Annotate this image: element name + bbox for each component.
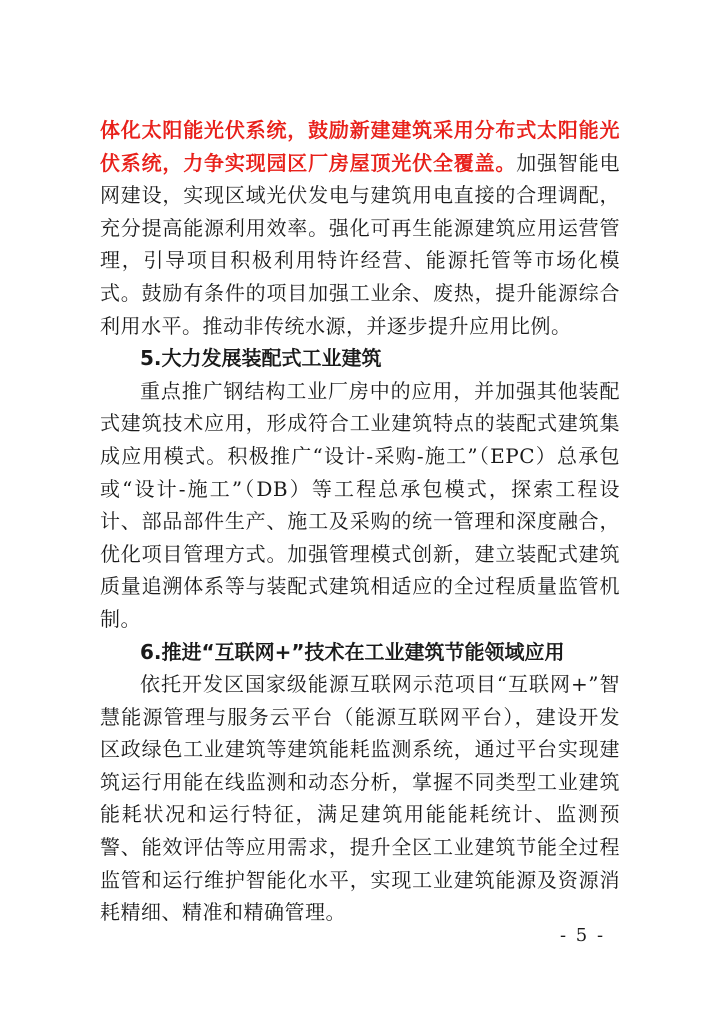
document-page [100,114,620,929]
paragraph-1-text: 加强智能电网建设，实现区域光伏发电与建筑用电直接的合理调配，充分提高能源利用效率。强化可再生能源建筑应用运营管理，引导项目积极利用特许经营、能源托管等市场化模式。鼓励有条件的项目加强工业余、废热，提升能源综合利用水平。推动非传统水源，并逐步提升应用比例。 [100,150,620,338]
paragraph-1 [100,114,620,342]
section-6-heading: 6.推进“互联网+”技术在工业建筑节能领域应用 [140,639,565,664]
section-6-body: 依托开发区国家级能源互联网示范项目“互联网+”智慧能源管理与服务云平台（能源互联网平台），建设开发区政绿色工业建筑等建筑能耗监测系统，通过平台实现建筑运行用能在线监测和动态分析，掌握不同类型工业建筑能耗状况和运行特征，满足建筑用能能耗统计、监测预警、能效评估等应用需求，提升全区工业建筑节能全过程监管和运行维护智能化水平，实现工业建筑能源及资源消耗精细、精准和精确管理。 [100,672,620,925]
page-number: - 5 - [560,925,606,946]
section-5-heading: 5.大力发展装配式工业建筑 [140,346,382,371]
highlighted-text: 体化太阳能光伏系统，鼓励新建建筑采用分布式太阳能光伏系统，力争实现园区厂房屋顶光伏全覆盖。 [100,118,620,175]
section-5-body: 重点推广钢结构工业厂房中的应用，并加强其他装配式建筑技术应用，形成符合工业建筑特点的装配式建筑集成应用模式。积极推广“设计-采购-施工”（EPC）总承包或“设计-施工”（DB）等工程总承包模式，探索工程设计、部品部件生产、施工及采购的统一管理和深度融合，优化项目管理方式。加强管理模式创新，建立装配式建筑质量追溯体系等与装配式建筑相适应的全过程质量监管机制。 [100,378,620,631]
